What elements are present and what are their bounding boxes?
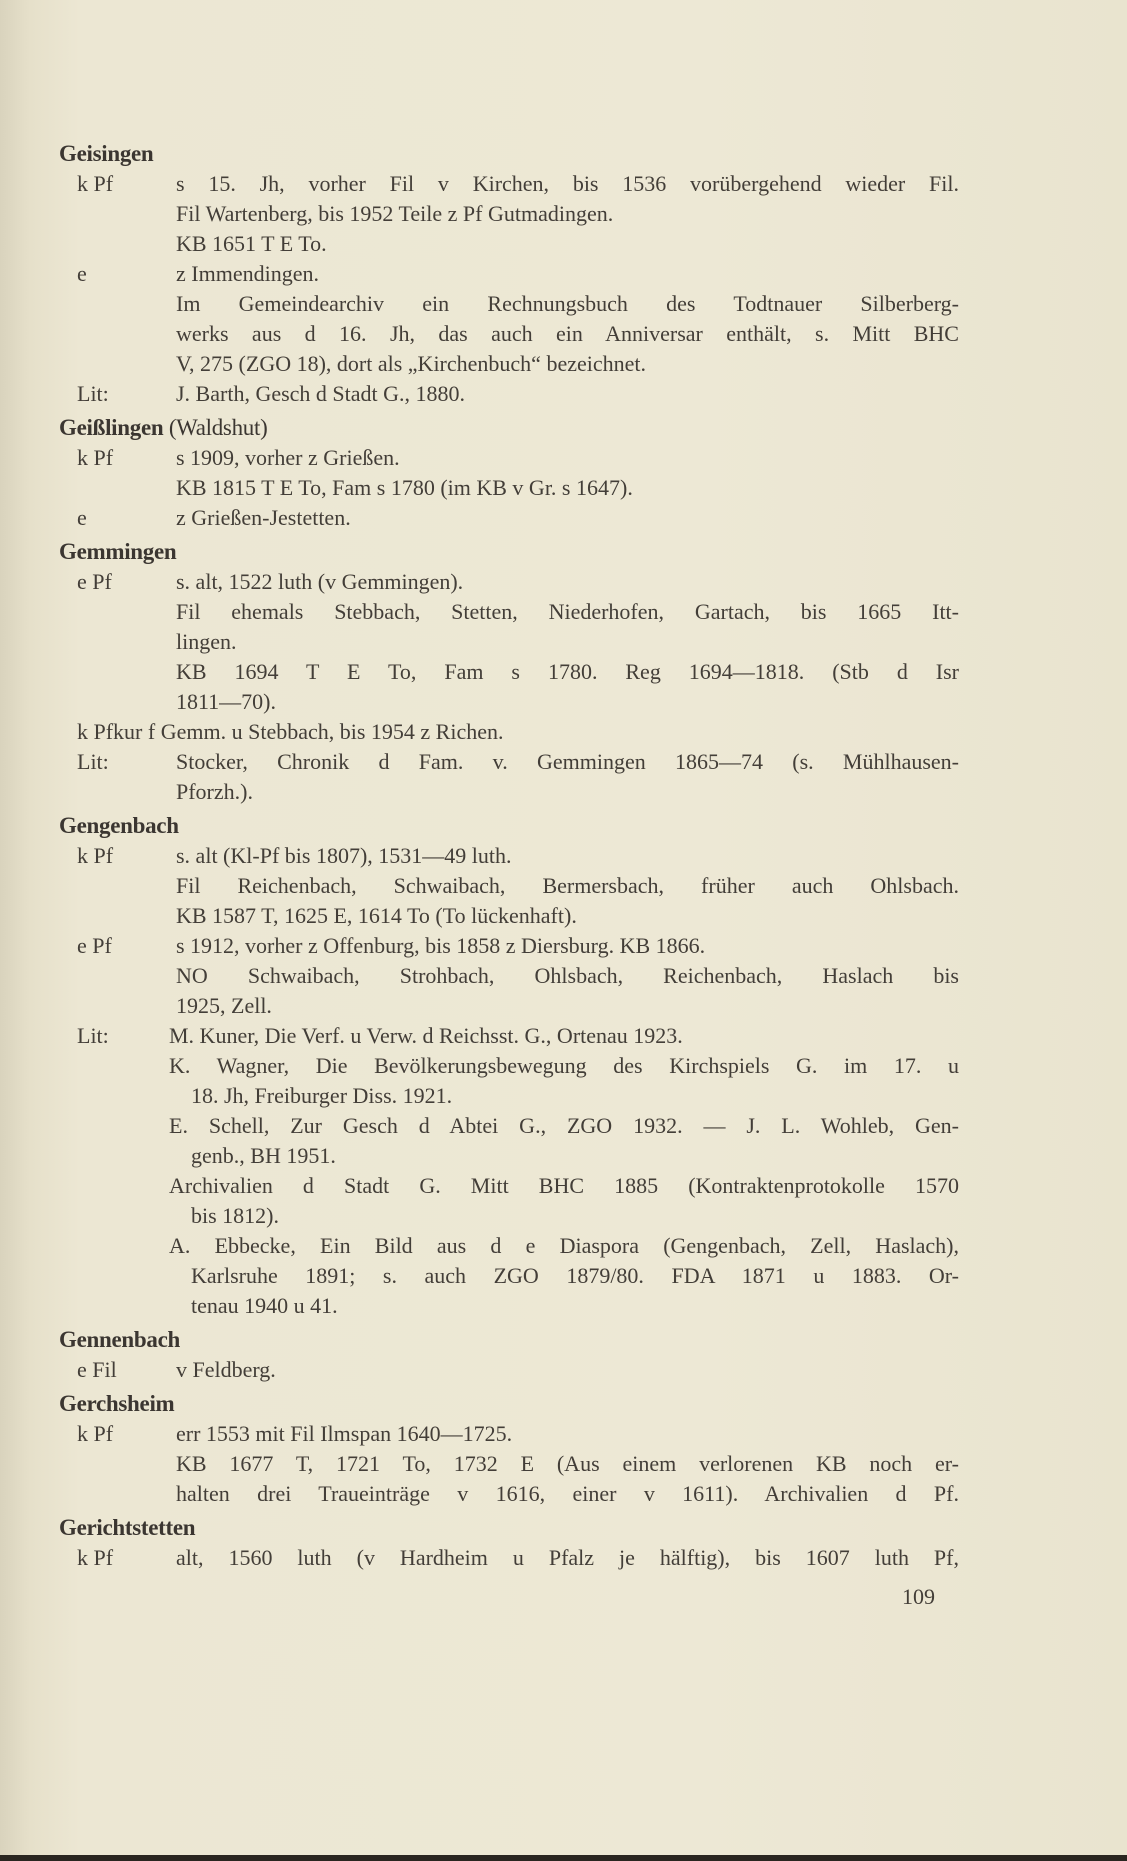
line-text: lingen. (176, 629, 237, 654)
line-text: halten drei Traueinträge v 1616, einer v 1611). Archivalien d Pf. (176, 1481, 959, 1506)
entry-line (59, 627, 959, 657)
entry-line (59, 503, 959, 533)
place-entry (59, 139, 959, 409)
entry-line (59, 1051, 959, 1081)
line-text: KB 1587 T, 1625 E, 1614 To (To lückenhaft). (176, 903, 577, 928)
document-body (59, 139, 959, 1573)
entry-line (59, 289, 959, 319)
entry-line (59, 901, 959, 931)
entry-line (59, 379, 959, 409)
entry-heading (59, 1513, 959, 1543)
entry-line (59, 199, 959, 229)
line-text: 18. Jh, Freiburger Diss. 1921. (191, 1083, 453, 1108)
place-name: Geisingen (59, 141, 154, 166)
line-text: z Grießen-Jestetten. (176, 505, 351, 530)
place-name: Gerchsheim (59, 1391, 175, 1416)
line-text: s 1912, vorher z Offenburg, bis 1858 z Diersburg. KB 1866. (176, 933, 706, 958)
line-text: Fil Wartenberg, bis 1952 Teile z Pf Gutmadingen. (176, 201, 614, 226)
entry-heading (59, 811, 959, 841)
line-label: e Fil (77, 1357, 117, 1382)
line-label: e Pf (77, 933, 112, 958)
line-text: z Immendingen. (176, 261, 319, 286)
entry-line (59, 319, 959, 349)
line-label: Lit: (77, 749, 109, 774)
line-text: err 1553 mit Fil Ilmspan 1640—1725. (176, 1421, 513, 1446)
line-text: s. alt (Kl-Pf bis 1807), 1531—49 luth. (176, 843, 512, 868)
entry-line (59, 1419, 959, 1449)
entry-line (59, 1081, 959, 1111)
entry-line (59, 1021, 959, 1051)
line-text: A. Ebbecke, Ein Bild aus d e Diaspora (Gengenbach, Zell, Haslach), (169, 1233, 959, 1258)
line-text: 1925, Zell. (176, 993, 272, 1018)
line-text: alt, 1560 luth (v Hardheim u Pfalz je hälftig), bis 1607 luth Pf, (176, 1545, 959, 1570)
line-label: k Pf (77, 843, 114, 868)
entry-line (59, 657, 959, 687)
entry-line (59, 1231, 959, 1261)
place-name: Gennenbach (59, 1327, 180, 1352)
entry-line (59, 1141, 959, 1171)
line-label: k Pf (77, 1545, 114, 1570)
place-qualifier: (Waldshut) (168, 415, 268, 440)
entry-heading (59, 537, 959, 567)
line-text: werks aus d 16. Jh, das auch ein Anniversar enthält, s. Mitt BHC (176, 321, 959, 346)
line-label: e (77, 505, 87, 530)
entry-line (59, 1479, 959, 1509)
entry-line (59, 747, 959, 777)
line-text: KB 1651 T E To. (176, 231, 327, 256)
place-name: Gerichtstetten (59, 1515, 196, 1540)
entry-line (59, 1449, 959, 1479)
entry-line-run (77, 717, 504, 747)
entry-heading (59, 139, 959, 169)
line-text: NO Schwaibach, Strohbach, Ohlsbach, Reichenbach, Haslach bis (176, 963, 959, 988)
place-entry (59, 1513, 959, 1573)
entry-line (59, 687, 959, 717)
line-text: Fil ehemals Stebbach, Stetten, Niederhofen, Gartach, bis 1665 Itt- (176, 599, 959, 624)
line-text: Karlsruhe 1891; s. auch ZGO 1879/80. FDA 1871 u 1883. Or- (191, 1263, 959, 1288)
line-label: k Pf (77, 445, 114, 470)
entry-heading (59, 1389, 959, 1419)
line-text: Fil Reichenbach, Schwaibach, Bermersbach, früher auch Ohlsbach. (176, 873, 959, 898)
line-label: Lit: (77, 381, 109, 406)
line-text: s 1909, vorher z Grießen. (176, 445, 400, 470)
line-label: k Pf (77, 171, 114, 196)
page-number: 109 (902, 1584, 935, 1609)
entry-line (59, 1171, 959, 1201)
line-text: bis 1812). (191, 1203, 279, 1228)
line-text: KB 1815 T E To, Fam s 1780 (im KB v Gr. s 1647). (176, 475, 633, 500)
entry-line (59, 443, 959, 473)
place-name: Gengenbach (59, 813, 179, 838)
line-text: Pforzh.). (176, 779, 253, 804)
entry-line (59, 349, 959, 379)
entry-line (59, 169, 959, 199)
place-name: Gemmingen (59, 539, 177, 564)
line-text: J. Barth, Gesch d Stadt G., 1880. (176, 381, 466, 406)
entry-line (59, 1543, 959, 1573)
entry-line (59, 777, 959, 807)
entry-line (59, 259, 959, 289)
entry-line (59, 1111, 959, 1141)
line-label: k Pf (77, 1421, 114, 1446)
entry-line (59, 1201, 959, 1231)
line-text: E. Schell, Zur Gesch d Abtei G., ZGO 1932. — J. L. Wohleb, Gen- (169, 1113, 959, 1138)
place-entry (59, 1325, 959, 1385)
entry-line (59, 1291, 959, 1321)
line-text: V, 275 (ZGO 18), dort als „Kirchenbuch“ bezeichnet. (176, 351, 646, 376)
entry-heading (59, 413, 959, 443)
entry-heading (59, 1325, 959, 1355)
scan-border (0, 1855, 1127, 1861)
line-label: e Pf (77, 569, 112, 594)
entry-line (59, 931, 959, 961)
line-text: KB 1677 T, 1721 To, 1732 E (Aus einem verlorenen KB noch er- (176, 1451, 959, 1476)
entry-line (59, 841, 959, 871)
entry-line (59, 717, 959, 747)
line-text: KB 1694 T E To, Fam s 1780. Reg 1694—1818. (Stb d Isr (176, 659, 959, 684)
line-label: e (77, 261, 87, 286)
line-text: K. Wagner, Die Bevölkerungsbewegung des Kirchspiels G. im 17. u (169, 1053, 959, 1078)
line-text: 1811—70). (176, 689, 277, 714)
place-name: Geißlingen (59, 415, 164, 440)
entry-line (59, 473, 959, 503)
place-entry (59, 1389, 959, 1509)
line-text: s 15. Jh, vorher Fil v Kirchen, bis 1536 vorübergehend wieder Fil. (176, 171, 959, 196)
place-entry (59, 537, 959, 807)
line-label: k Pfkur (77, 719, 143, 744)
entry-line (59, 961, 959, 991)
line-text: s. alt, 1522 luth (v Gemmingen). (176, 569, 464, 594)
line-label: Lit: (77, 1023, 109, 1048)
line-text: Archivalien d Stadt G. Mitt BHC 1885 (Kontraktenprotokolle 1570 (169, 1173, 959, 1198)
line-text: Im Gemeindearchiv ein Rechnungsbuch des Todtnauer Silberberg- (176, 291, 959, 316)
place-entry (59, 413, 959, 533)
line-text: f Gemm. u Stebbach, bis 1954 z Richen. (147, 719, 504, 744)
entry-line (59, 871, 959, 901)
entry-line (59, 1261, 959, 1291)
line-text: tenau 1940 u 41. (191, 1293, 338, 1318)
place-entry (59, 811, 959, 1321)
line-text: Stocker, Chronik d Fam. v. Gemmingen 1865—74 (s. Mühlhausen- (176, 749, 959, 774)
line-text: genb., BH 1951. (191, 1143, 336, 1168)
entry-line (59, 567, 959, 597)
entry-line (59, 991, 959, 1021)
entry-line (59, 597, 959, 627)
entry-line (59, 229, 959, 259)
line-text: v Feldberg. (176, 1357, 276, 1382)
line-text: M. Kuner, Die Verf. u Verw. d Reichsst. G., Ortenau 1923. (169, 1023, 683, 1048)
entry-line (59, 1355, 959, 1385)
